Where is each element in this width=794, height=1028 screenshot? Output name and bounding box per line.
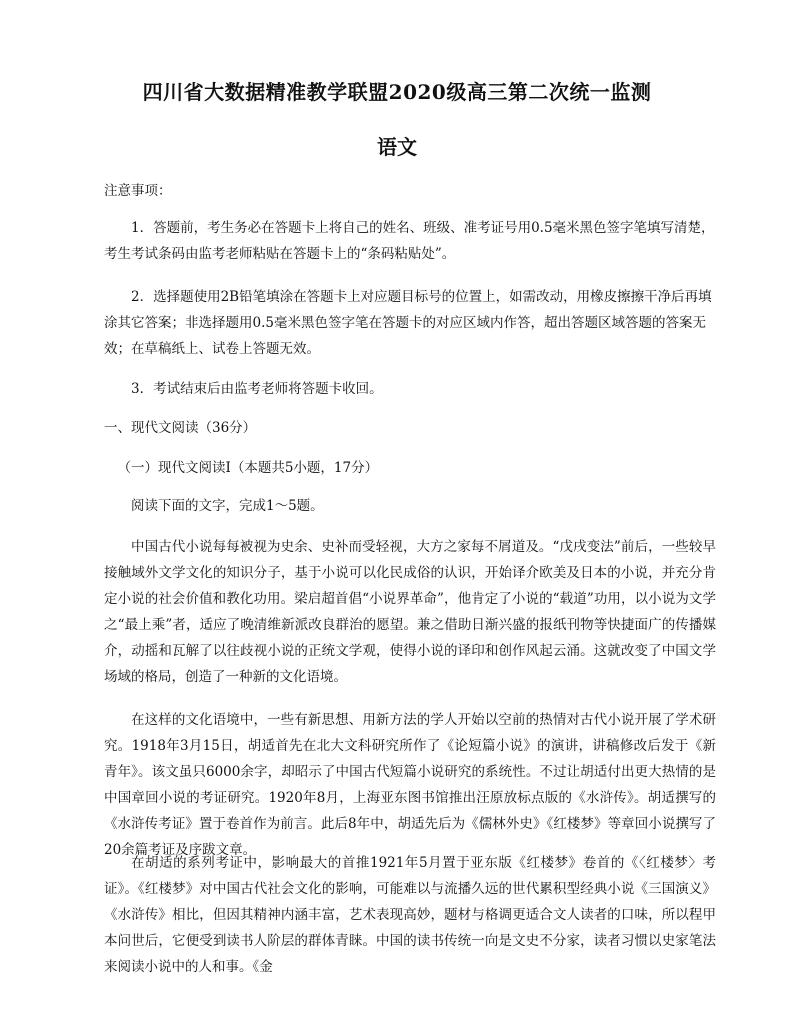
notice-heading: 注意事项： (104, 183, 172, 199)
instruction: 阅读下面的文字，完成1～5题。 (131, 498, 324, 514)
notice-3: 3．考试结束后由监考老师将答题卡收回。 (131, 381, 383, 397)
passage-paragraph-1: 中国古代小说每每被视为史余、史补而受轻视，大方之家每不屑道及。“戊戌变法”前后，一些较早接触域外文学文化的知识分子，基于小说可以化民成俗的认识，开始译介欧美及日本的小说，并充分肯定小说的社会价值和教化功用。梁启超首倡“小说界革命”，他肯定了小说的“载道”功用，以小说为文学之“最上乘”者，适应了晚清维新派改良群治的愿望。兼之借助日渐兴盛的报纸刊物等快捷面广的传播媒介，动摇和瓦解了以往歧视小说的正统文学观，使得小说的译印和创作风起云涌。这就改变了中国文学场域的格局，创造了一种新的文化语境。 (104, 539, 716, 685)
subject-title: 语文 (377, 135, 417, 159)
subsection-heading: （一）现代文阅读I（本题共5小题，17分） (117, 460, 379, 476)
section-heading: 一、现代文阅读（36分） (104, 420, 257, 436)
passage-paragraph-3: 在胡适的系列考证中，影响最大的首推1921年5月置于亚东版《红楼梦》卷首的《〈红楼梦〉考证》。《红楼梦》对中国古代社会文化的影响，可能难以与流播久远的世代累积型经典小说《三国演义》《水浒传》相比，但因其精神内涵丰富，艺术表现高妙，题材与格调更适合文人读者的口味，所以程甲本问世后，它便受到读书人阶层的群体青睐。中国的读书传统一向是文史不分家，读者习惯以史家笔法来阅读小说中的人和事。《金 (104, 855, 716, 975)
notice-2: 2．选择题使用2B铅笔填涂在答题卡上对应题目标号的位置上，如需改动，用橡皮擦擦干净后再填涂其它答案；非选择题用0.5毫米黑色签字笔在答题卡的对应区域内作答，超出答题区域答题的答案无效；在草稿纸上、试卷上答题无效。 (104, 289, 712, 357)
passage-paragraph-2: 在这样的文化语境中，一些有新思想、用新方法的学人开始以空前的热情对古代小说开展了学术研究。1918年3月15日，胡适首先在北大文科研究所作了《论短篇小说》的演讲，讲稿修改后发于《新青年》。该文虽只6000余字，却昭示了中国古代短篇小说研究的系统性。不过让胡适付出更大热情的是中国章回小说的考证研究。1920年8月，上海亚东图书馆推出汪原放标点版的《水浒传》。胡适撰写的《水浒传考证》置于卷首作为前言。此后8年中，胡适先后为《儒林外史》《红楼梦》等章回小说撰写了20余篇考证及序跋文章。 (104, 712, 716, 858)
exam-title: 四川省大数据精准教学联盟2020级高三第二次统一监测 (142, 80, 652, 104)
notice-1: 1．答题前，考生务必在答题卡上将自己的姓名、班级、准考证号用0.5毫米黑色签字笔填写清楚，考生考试条码由监考老师粘贴在答题卡上的“条码粘贴处”。 (104, 220, 715, 262)
